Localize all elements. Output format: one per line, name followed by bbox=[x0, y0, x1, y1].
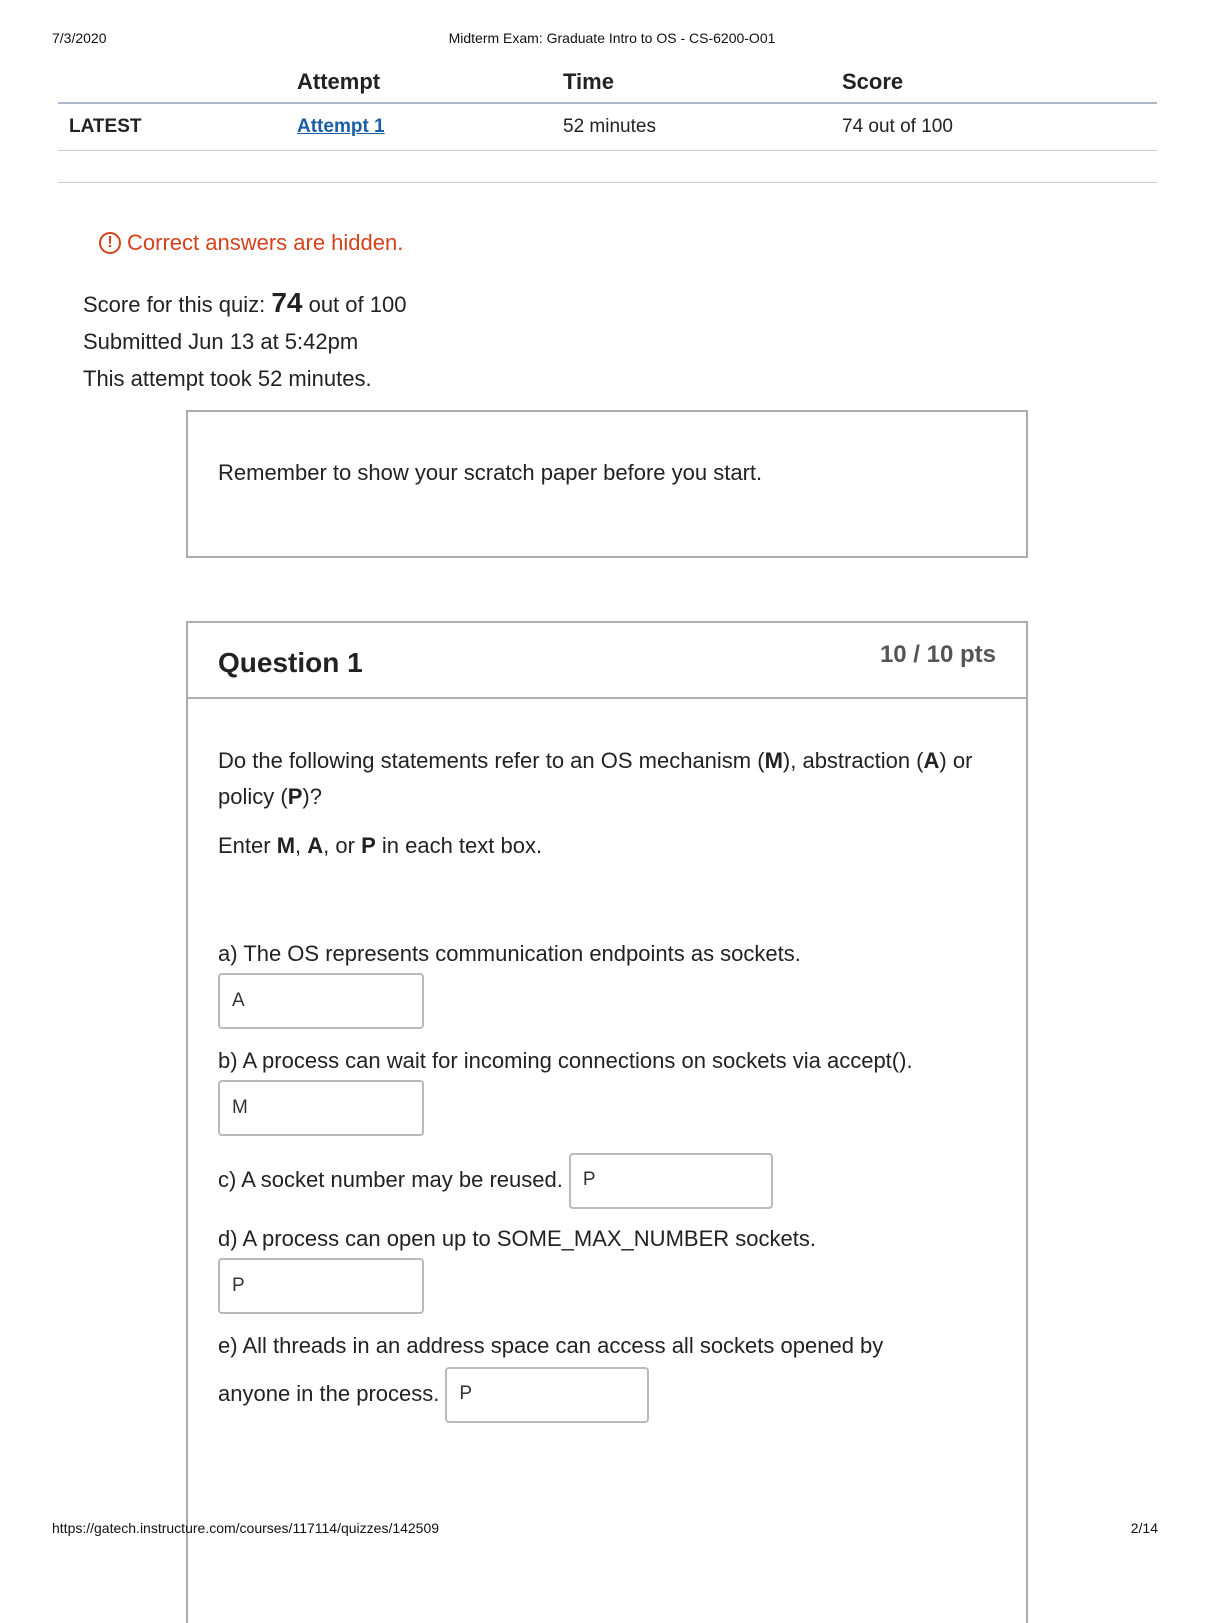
question-header bbox=[188, 623, 1026, 699]
item-text-line2: anyone in the process. bbox=[218, 1380, 440, 1406]
question-prompt: Do the following statements refer to an OS mechanism (M), abstraction (A) or policy (P)? bbox=[218, 748, 973, 809]
page-number: 2/14 bbox=[1130, 1520, 1158, 1536]
page-url: https://gatech.instructure.com/courses/117114/quizzes/142509 bbox=[52, 1520, 440, 1536]
duration-line: This attempt took 52 minutes. bbox=[83, 366, 372, 391]
item-text-line1: e) All threads in an address space can access all sockets opened by bbox=[218, 1333, 884, 1358]
attempts-header-time: Time bbox=[563, 62, 842, 103]
item-text: b) A process can wait for incoming connections on sockets via accept(). bbox=[218, 1048, 913, 1073]
answers-hidden-notice bbox=[99, 230, 403, 256]
item-text: c) A socket number may be reused. bbox=[218, 1166, 563, 1192]
quiz-summary bbox=[83, 284, 406, 397]
answer-field[interactable]: P bbox=[218, 1258, 424, 1314]
scratch-paper-note bbox=[186, 410, 1028, 558]
note-text: Remember to show your scratch paper before you start. bbox=[218, 460, 763, 485]
answer-field[interactable]: P bbox=[445, 1367, 649, 1423]
print-date: 7/3/2020 bbox=[52, 30, 107, 46]
list-item bbox=[218, 1226, 816, 1314]
answer-field[interactable]: A bbox=[218, 973, 424, 1029]
divider bbox=[58, 182, 1157, 183]
warning-circle-icon: ! bbox=[99, 232, 121, 254]
submitted-line: Submitted Jun 13 at 5:42pm bbox=[83, 329, 359, 354]
answer-field[interactable]: M bbox=[218, 1080, 424, 1136]
attempt-score: 74 out of 100 bbox=[842, 103, 1157, 151]
table-row bbox=[58, 103, 1157, 151]
answer-field[interactable]: P bbox=[569, 1153, 773, 1209]
attempt-link[interactable]: Attempt 1 bbox=[297, 116, 385, 137]
score-value: 74 bbox=[271, 287, 303, 318]
question-points: 10 / 10 pts bbox=[879, 641, 996, 668]
print-header bbox=[52, 30, 1172, 50]
list-item bbox=[218, 1333, 883, 1423]
question-instructions: Enter M, A, or P in each text box. bbox=[218, 833, 543, 858]
item-text: d) A process can open up to SOME_MAX_NUMBER sockets. bbox=[218, 1226, 816, 1251]
question-card bbox=[186, 621, 1028, 1623]
attempt-time: 52 minutes bbox=[563, 103, 842, 151]
print-title: Midterm Exam: Graduate Intro to OS - CS-6200-O01 bbox=[448, 30, 776, 46]
attempts-table bbox=[58, 62, 1157, 151]
score-line: Score for this quiz: 74 out of 100 bbox=[83, 287, 407, 318]
attempts-header-score: Score bbox=[842, 62, 1157, 103]
attempts-header-attempt: Attempt bbox=[297, 62, 563, 103]
list-item bbox=[218, 941, 801, 1029]
question-title: Question 1 bbox=[218, 647, 363, 678]
item-text: a) The OS represents communication endpoints as sockets. bbox=[218, 941, 801, 966]
attempts-header-empty bbox=[58, 62, 297, 103]
list-item bbox=[218, 1153, 773, 1209]
attempt-latest-label: LATEST bbox=[58, 103, 297, 151]
notice-text: Correct answers are hidden. bbox=[127, 230, 404, 255]
list-item bbox=[218, 1048, 913, 1136]
attempts-header-row bbox=[58, 62, 1157, 103]
